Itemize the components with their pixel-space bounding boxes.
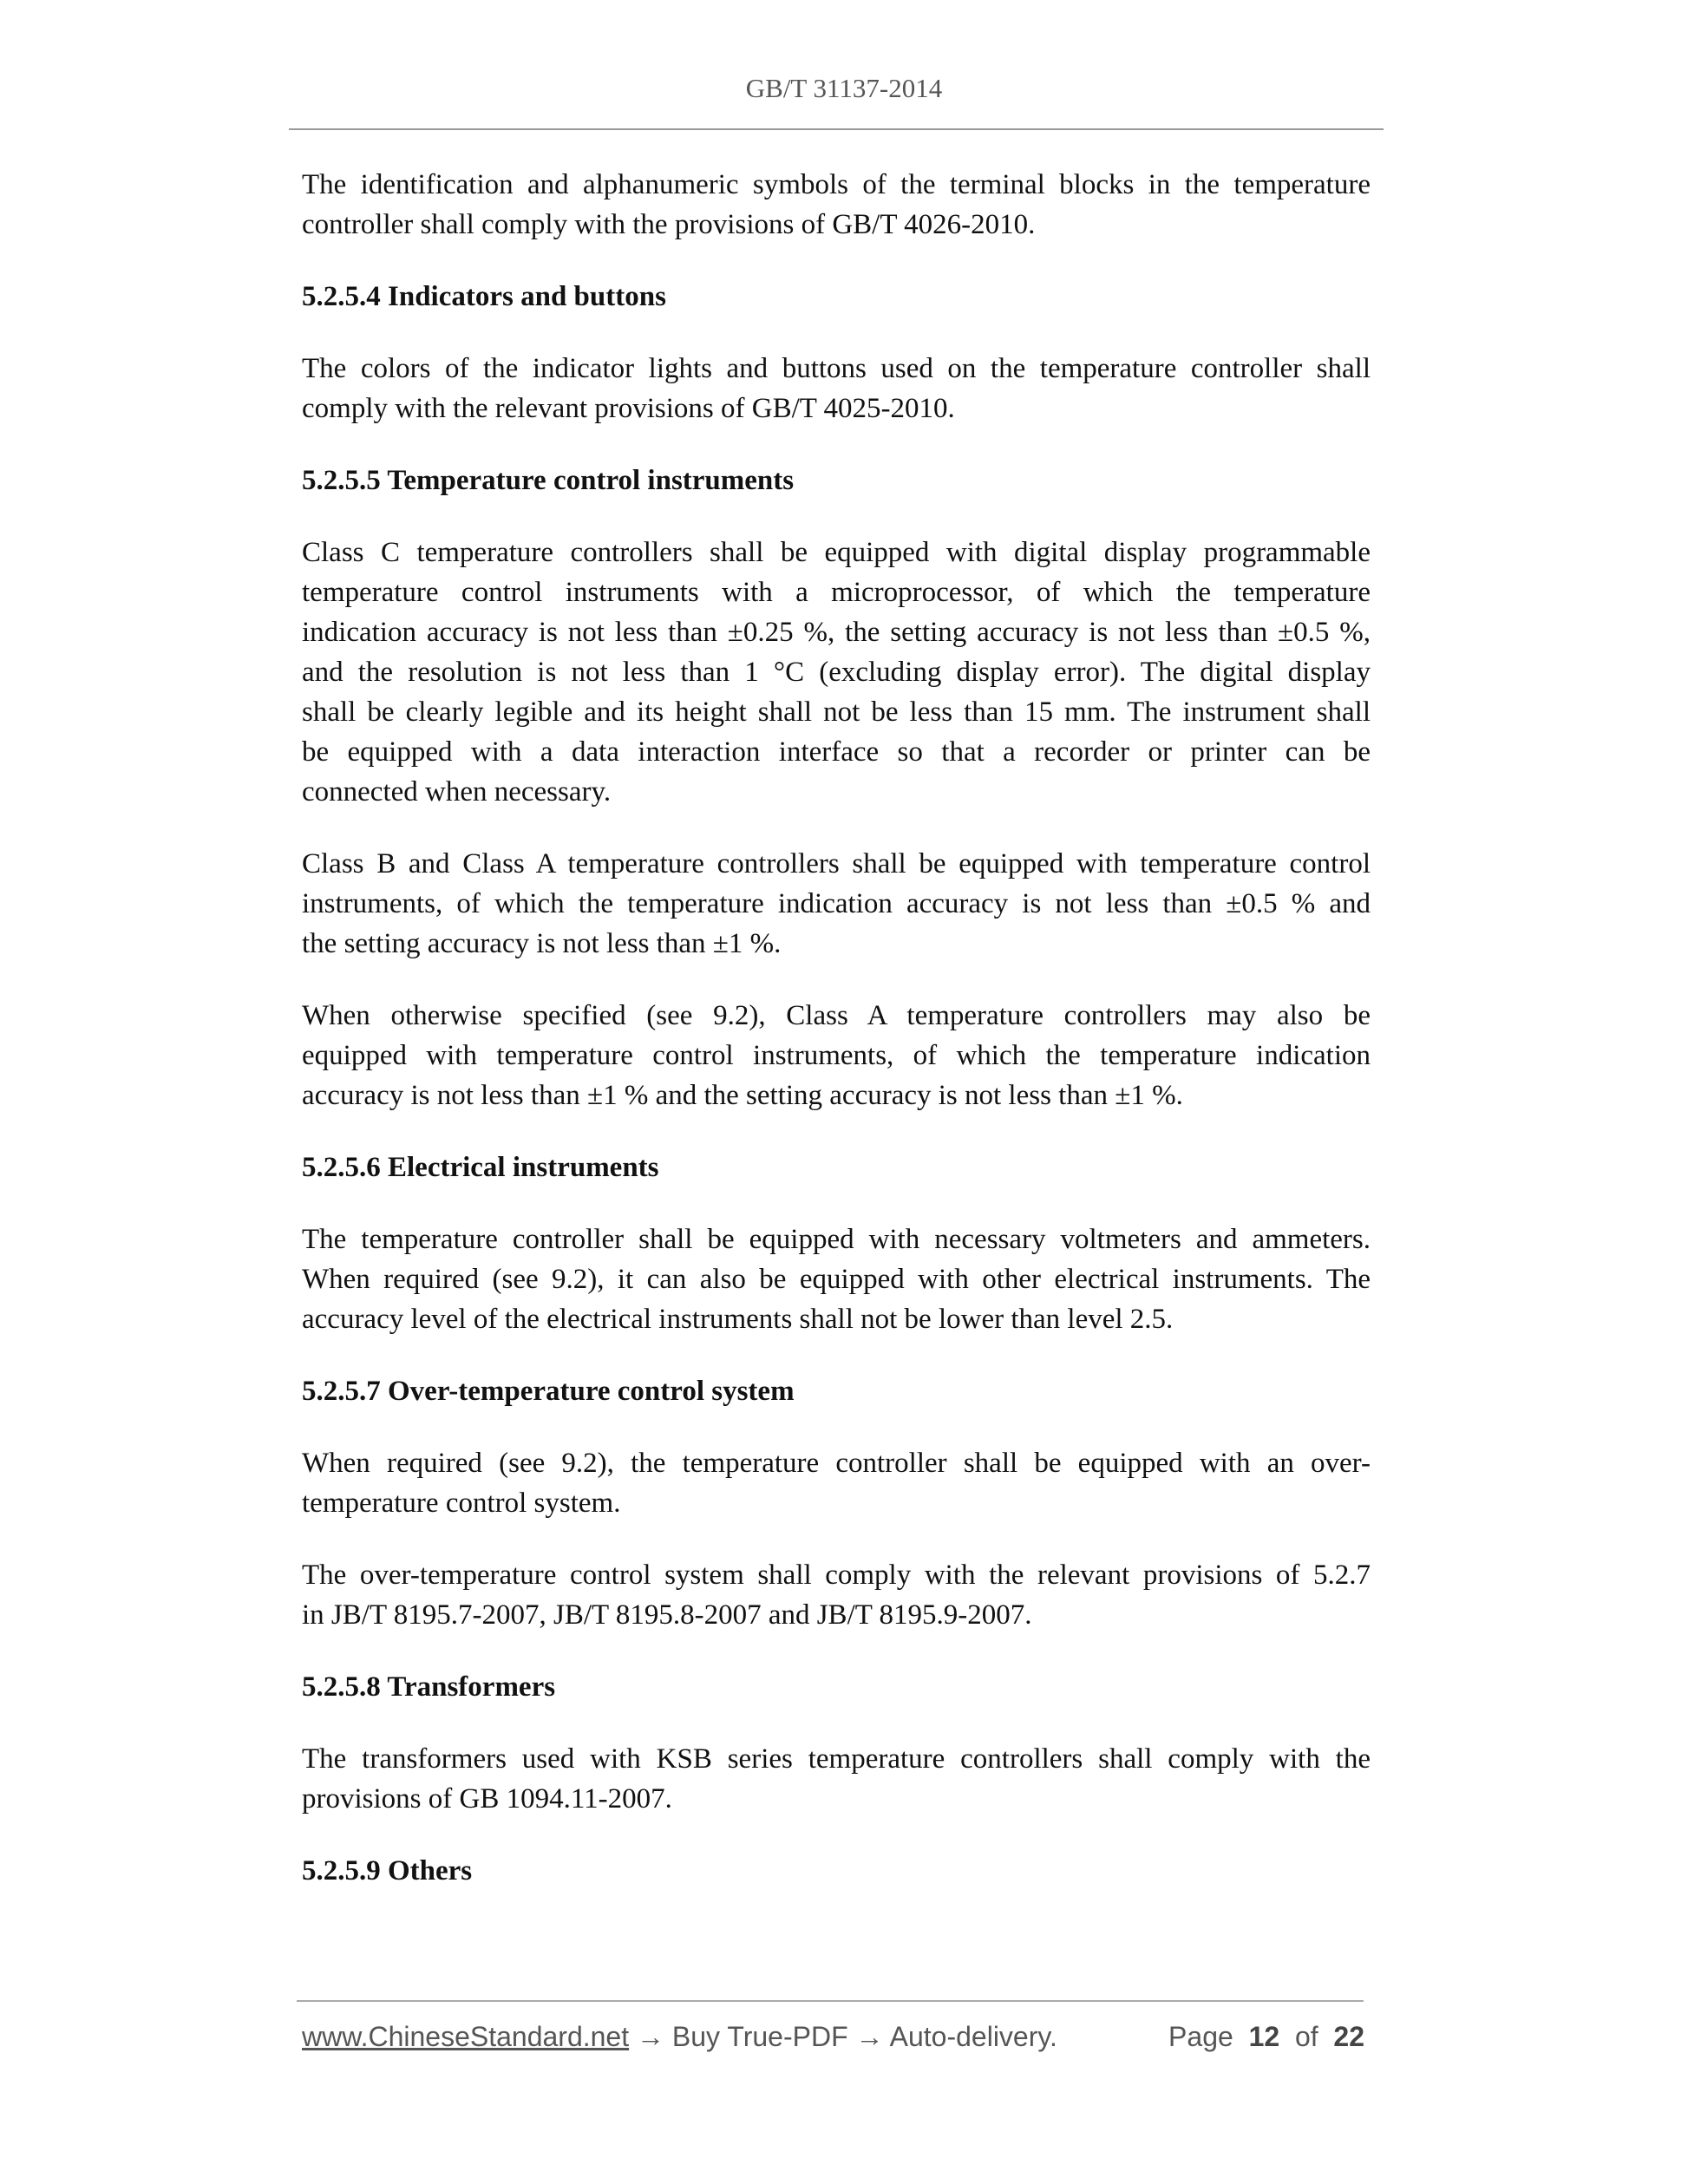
promo-text: → Buy True-PDF → Auto-delivery. (629, 2021, 1057, 2052)
text-line: The colors of the indicator lights and buttons used on the temperature controller shall (302, 353, 1371, 384)
text-line: connected when necessary. (302, 776, 612, 808)
text-line: When required (see 9.2), the temperature controller shall be equipped with an over- (302, 1448, 1371, 1479)
text-line: in JB/T 8195.7-2007, JB/T 8195.8-2007 and JB/T 8195.9-2007. (302, 1599, 1032, 1631)
paragraph (302, 1443, 1371, 1523)
text-line: 5.2.5.9 Others (302, 1855, 473, 1886)
paragraph (302, 349, 1371, 428)
section-heading (302, 461, 1371, 500)
paragraph (302, 533, 1371, 812)
text-line: temperature control instruments with a microprocessor, of which the temperature (302, 577, 1371, 608)
section-heading (302, 1148, 1371, 1187)
text-line: When required (see 9.2), it can also be equipped with other electrical instruments. The (302, 1264, 1371, 1295)
text-line: The transformers used with KSB series temperature controllers shall comply with the (302, 1743, 1371, 1775)
paragraph (302, 1220, 1371, 1339)
footer (302, 2021, 1364, 2053)
text-line: Class B and Class A temperature controllers shall be equipped with temperature control (302, 848, 1371, 879)
text-line: 5.2.5.4 Indicators and buttons (302, 281, 666, 312)
section-heading (302, 1371, 1371, 1411)
text-line: and the resolution is not less than 1 °C (excluding display error). The digital display (302, 657, 1371, 688)
text-line: shall be clearly legible and its height shall not be less than 15 mm. The instrument shall (302, 696, 1371, 728)
text-line: The over-temperature control system shall comply with the relevant provisions of 5.2.7 (302, 1560, 1371, 1591)
page-indicator (1168, 2021, 1364, 2053)
paragraph (302, 165, 1371, 245)
text-line: 5.2.5.6 Electrical instruments (302, 1152, 659, 1183)
footer-divider (297, 2000, 1364, 2002)
text-line: instruments, of which the temperature indication accuracy is not less than ±0.5 % and (302, 888, 1371, 919)
text-line: the setting accuracy is not less than ±1 %. (302, 928, 782, 959)
document-id-header: GB/T 31137-2014 (745, 73, 943, 103)
text-line: equipped with temperature control instruments, of which the temperature indication (302, 1040, 1371, 1071)
text-line: 5.2.5.7 Over-temperature control system (302, 1376, 795, 1407)
text-line: 5.2.5.8 Transformers (302, 1671, 556, 1703)
of-label: of (1294, 2021, 1318, 2052)
footer-promo (302, 2021, 1057, 2053)
text-line: accuracy level of the electrical instruments shall not be lower than level 2.5. (302, 1304, 1174, 1335)
text-line: The identification and alphanumeric symbols of the terminal blocks in the temperature (302, 169, 1371, 200)
text-line: temperature control system. (302, 1488, 621, 1519)
text-line: accuracy is not less than ±1 % and the setting accuracy is not less than ±1 %. (302, 1080, 1183, 1111)
page-number: 12 (1248, 2021, 1280, 2052)
text-line: 5.2.5.5 Temperature control instruments (302, 465, 795, 496)
header-divider (289, 128, 1384, 130)
text-line: The temperature controller shall be equipped with necessary voltmeters and ammeters. (302, 1224, 1371, 1255)
section-heading (302, 1851, 1371, 1891)
paragraph (302, 844, 1371, 964)
paragraph (302, 1555, 1371, 1635)
text-line: comply with the relevant provisions of GB/T 4025-2010. (302, 393, 955, 424)
total-pages: 22 (1333, 2021, 1364, 2052)
paragraph (302, 996, 1371, 1115)
section-heading (302, 277, 1371, 317)
document-body (302, 165, 1371, 1923)
text-line: controller shall comply with the provisions of GB/T 4026-2010. (302, 209, 1036, 240)
text-line: Class C temperature controllers shall be equipped with digital display programmable (302, 537, 1371, 568)
text-line: When otherwise specified (see 9.2), Class A temperature controllers may also be (302, 1000, 1371, 1031)
website-link[interactable]: www.ChineseStandard.net (302, 2021, 630, 2052)
text-line: provisions of GB 1094.11-2007. (302, 1783, 672, 1815)
paragraph (302, 1739, 1371, 1819)
section-heading (302, 1667, 1371, 1707)
text-line: indication accuracy is not less than ±0.25 %, the setting accuracy is not less than ±0.5 %, (302, 617, 1371, 648)
text-line: be equipped with a data interaction interface so that a recorder or printer can be (302, 736, 1371, 768)
page-label: Page (1168, 2021, 1233, 2052)
